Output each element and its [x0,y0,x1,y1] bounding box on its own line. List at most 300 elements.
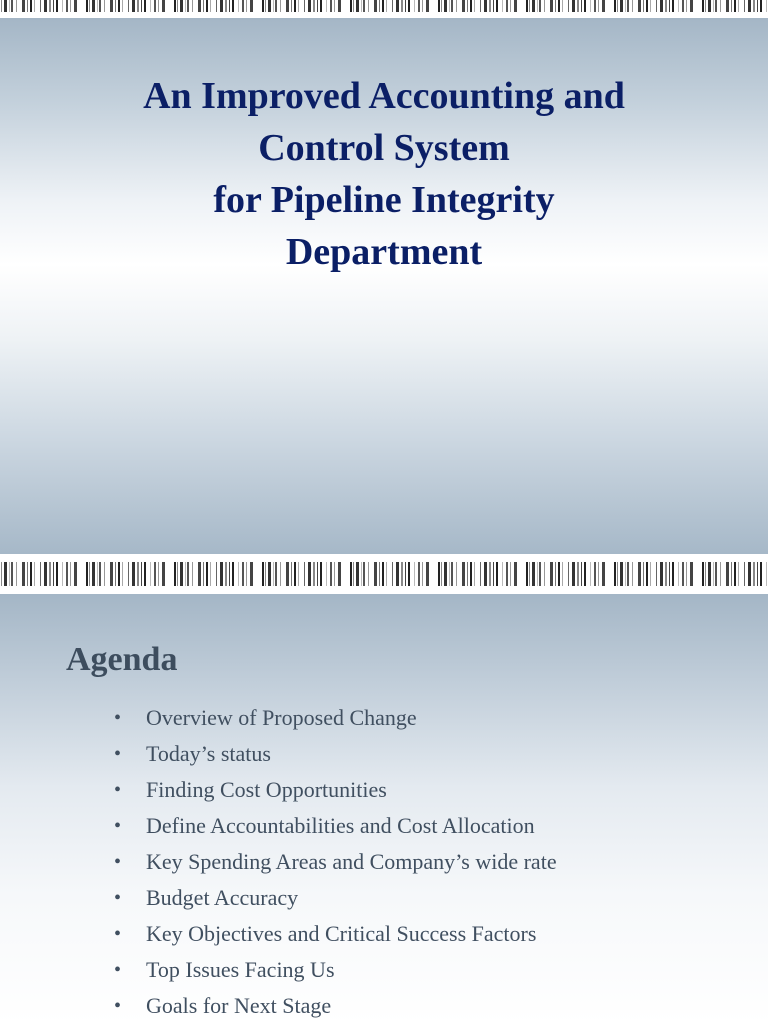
stripe-bar [187,562,189,586]
stripe-bar [225,562,227,586]
stripe-bar [115,0,116,12]
stripe-bar [558,0,560,12]
stripe-bar [744,562,745,586]
stripe-bar [356,0,359,12]
stripe-bar [273,562,274,586]
stripe-bar [122,562,123,586]
stripe-bar [526,0,528,12]
stripe-bar [470,0,472,12]
stripe-bar [350,562,352,586]
stripe-bar [396,0,399,12]
stripe-bar [382,562,384,586]
stripe-bar [418,0,420,12]
stripe-bar [539,562,541,586]
stripe-bar [89,562,90,586]
stripe-bar [539,0,541,12]
stripe-bar [760,0,762,12]
stripe-bar [137,562,139,586]
stripe-bar [317,0,318,12]
stripe-bar [702,0,704,12]
stripe-bar [185,562,186,586]
stripe-bar [154,0,156,12]
agenda-item [114,844,557,880]
stripe-bar [97,0,98,12]
stripe-bar [115,562,116,586]
stripe-bar [216,0,217,12]
stripe-bar [715,0,717,12]
stripe-bar [643,562,644,586]
stripe-bar [330,0,332,12]
stripe-bar [550,562,553,586]
stripe-bar [602,0,605,12]
stripe-bar [40,562,41,586]
stripe-bar [206,562,208,586]
stripe-bar [66,0,68,12]
stripe-bar [678,0,679,12]
stripe-bar [374,562,377,586]
stripe-bar [480,562,481,586]
stripe-bar [734,0,736,12]
stripe-bar [132,562,135,586]
stripe-bar [374,0,377,12]
stripe-bar [451,0,453,12]
stripe-bar [550,0,553,12]
stripe-bar [97,562,98,586]
stripe-bar [686,0,687,12]
stripe-bar [286,0,289,12]
stripe-bar [757,562,758,586]
stripe-bar [484,562,487,586]
bullet-icon: • [114,887,122,909]
stripe-bar [646,562,648,586]
stripe-bar [562,0,563,12]
stripe-bar [238,562,239,586]
stripe-bar [502,0,503,12]
stripe-bar [584,0,586,12]
agenda-item-text: Key Objectives and Critical Success Factors [146,921,537,946]
agenda-item [114,988,557,1024]
stripe-bar [294,562,296,586]
stripe-bar [646,0,648,12]
stripe-bar [250,562,253,586]
stripe-bar [660,562,663,586]
stripe-bar [462,0,465,12]
stripe-bar [262,0,264,12]
stripe-bar [294,0,296,12]
stripe-bar [660,0,663,12]
stripe-bar [66,562,68,586]
stripe-bar [614,562,616,586]
stripe-bar [643,0,644,12]
stripe-bar [414,562,415,586]
stripe-bar [665,0,667,12]
stripe-bar [625,0,626,12]
stripe-bar [317,562,318,586]
stripe-bar [496,0,498,12]
stripe-bar [110,562,113,586]
bullet-icon: • [114,743,122,765]
stripe-bar [708,562,711,586]
stripe-bar [203,0,204,12]
stripe-bar [489,0,491,12]
stripe-bar [210,562,211,586]
stripe-bar [720,0,721,12]
stripe-bar [229,562,230,586]
stripe-bar [532,562,535,586]
title-line: Department [285,231,483,273]
stripe-bar [514,562,517,586]
stripe-bar [44,562,47,586]
stripe-bar [690,562,693,586]
bullet-icon: • [114,851,122,873]
stripe-bar [426,0,429,12]
stripe-bar [162,562,165,586]
stripe-bar [368,562,369,586]
stripe-bar [638,0,641,12]
stripe-bar [291,562,292,586]
stripe-bar [760,562,762,586]
stripe-bar [192,562,193,586]
agenda-item-text: Today’s status [146,741,271,766]
stripe-bar [594,0,596,12]
slide-agenda [0,594,768,1024]
stripe-bar [456,0,457,12]
bullet-icon: • [114,959,122,981]
stripe-bar [361,0,362,12]
stripe-bar [53,562,54,586]
stripe-bar [353,562,354,586]
stripe-bar [665,562,667,586]
stripe-bar [405,0,406,12]
stripe-bar [738,562,739,586]
stripe-bar [174,562,176,586]
stripe-bar [34,562,35,586]
stripe-bar [510,562,511,586]
stripe-bar [474,562,475,586]
stripe-bar [650,562,651,586]
stripe-bar [705,562,706,586]
agenda-item [114,808,557,844]
agenda-item [114,916,557,952]
stripe-bar [326,562,327,586]
stripe-bar [568,0,569,12]
stripe-bar [470,562,472,586]
stripe-bar [44,0,47,12]
stripe-bar [232,0,234,12]
agenda-item-text: Top Issues Facing Us [146,957,335,982]
decorative-stripe-top [0,0,768,18]
stripe-bar [414,0,415,12]
agenda-item-text: Goals for Next Stage [146,993,332,1018]
stripe-bar [356,562,359,586]
stripe-bar [379,0,380,12]
stripe-bar [529,562,530,586]
stripe-bar [462,562,465,586]
stripe-bar [438,0,440,12]
stripe-bar [669,562,670,586]
stripe-bar [40,0,41,12]
stripe-bar [669,0,670,12]
agenda-item [114,952,557,988]
stripe-bar [705,0,706,12]
stripe-bar [598,562,599,586]
stripe-bar [720,562,721,586]
stripe-bar [510,0,511,12]
stripe-bar [361,562,362,586]
stripe-bar [632,0,633,12]
stripe-bar [638,562,641,586]
stripe-bar [74,562,77,586]
stripe-bar [198,0,201,12]
agenda-item-text: Define Accountabilities and Cost Allocation [146,813,535,838]
stripe-bar [308,562,311,586]
stripe-bar [493,0,494,12]
stripe-bar [27,0,28,12]
stripe-bar [678,562,679,586]
stripe-bar [426,562,429,586]
stripe-bar [617,562,618,586]
stripe-bar [162,0,165,12]
stripe-bar [672,562,674,586]
stripe-bar [753,562,755,586]
stripe-bar [238,0,239,12]
stripe-bar [158,562,159,586]
stripe-bar [180,0,183,12]
stripe-bar [386,0,387,12]
stripe-bar [544,562,545,586]
stripe-bar [22,0,25,12]
stripe-bar [405,562,406,586]
bullet-icon: • [114,995,122,1017]
stripe-bar [526,562,528,586]
stripe-bar [713,0,714,12]
stripe-bar [128,0,129,12]
stripe-bar [401,0,403,12]
stripe-bar [174,0,176,12]
stripe-pattern-top [0,0,768,18]
stripe-bar [313,562,315,586]
stripe-bar [682,562,684,586]
stripe-bar [766,562,767,586]
stripe-bar [122,0,123,12]
stripe-bar [110,0,113,12]
stripe-bar [242,562,244,586]
stripe-bar [232,562,234,586]
stripe-bar [92,0,95,12]
stripe-bar [104,562,105,586]
stripe-bar [89,0,90,12]
stripe-bar [210,0,211,12]
stripe-bar [480,0,481,12]
stripe-bar [1,562,2,586]
stripe-bar [702,562,704,586]
stripe-bar [493,562,494,586]
stripe-bar [650,0,651,12]
stripe-bar [313,0,315,12]
stripe-bar [198,562,201,586]
stripe-bar [53,0,54,12]
stripe-bar [192,0,193,12]
stripe-bar [92,562,95,586]
stripe-bar [620,562,623,586]
stripe-bar [177,0,178,12]
stripe-bar [686,562,687,586]
stripe-bar [268,0,271,12]
stripe-bar [154,562,156,586]
stripe-bar [338,562,341,586]
stripe-bar [734,562,736,586]
stripe-bar [537,0,538,12]
agenda-item-text: Budget Accuracy [146,885,299,910]
stripe-bar [320,562,322,586]
stripe-bar [49,562,51,586]
stripe-bar [363,562,365,586]
stripe-bar [242,0,244,12]
stripe-bar [250,0,253,12]
stripe-bar [144,562,146,586]
stripe-bar [590,562,591,586]
stripe-bar [748,562,751,586]
stripe-bar [338,0,341,12]
stripe-bar [180,562,183,586]
stripe-bar [141,562,142,586]
stripe-bar [9,562,10,586]
stripe-bar [22,562,25,586]
stripe-bar [104,0,105,12]
stripe-bar [9,0,10,12]
stripe-bar [562,562,563,586]
stripe-bar [86,562,88,586]
stripe-bar [656,562,657,586]
stripe-bar [467,562,468,586]
slide-title [0,18,768,554]
stripe-bar [11,562,13,586]
stripe-bar [304,562,305,586]
stripe-bar [572,0,575,12]
bullet-icon: • [114,815,122,837]
stripe-bar [4,0,7,12]
bullet-icon: • [114,707,122,729]
stripe-bar [713,562,714,586]
stripe-bar [334,562,335,586]
stripe-bar [144,0,146,12]
stripe-bar [386,562,387,586]
stripe-bar [748,0,751,12]
stripe-bar [577,0,579,12]
stripe-bar [86,0,88,12]
stripe-bar [291,0,292,12]
stripe-bar [229,0,230,12]
stripe-bar [30,0,32,12]
stripe-bar [581,562,582,586]
stripe-bar [206,0,208,12]
stripe-bar [280,0,281,12]
stripe-bar [70,0,71,12]
stripe-bar [268,562,271,586]
stripe-bar [379,562,380,586]
stripe-bar [422,0,423,12]
stripe-bar [422,562,423,586]
stripe-bar [438,562,440,586]
stripe-bar [187,0,189,12]
stripe-bar [70,562,71,586]
stripe-bar [326,0,327,12]
stripe-bar [757,0,758,12]
agenda-item [114,700,557,736]
stripe-bar [766,0,767,12]
agenda-list [114,700,557,1024]
stripe-bar [216,562,217,586]
stripe-bar [308,0,311,12]
stripe-bar [275,0,277,12]
stripe-bar [467,0,468,12]
stripe-bar [225,0,227,12]
stripe-bar [672,0,674,12]
stripe-bar [353,0,354,12]
stripe-bar [690,0,693,12]
stripe-bar [363,0,365,12]
stripe-bar [350,0,352,12]
agenda-item-text: Overview of Proposed Change [146,705,417,730]
stripe-bar [220,562,223,586]
stripe-bar [273,0,274,12]
stripe-bar [614,0,616,12]
agenda-item-text: Key Spending Areas and Company’s wide rate [146,849,557,874]
stripe-bar [118,562,120,586]
stripe-bar [220,0,223,12]
stripe-bar [594,562,596,586]
stripe-bar [185,0,186,12]
stripe-bar [392,0,393,12]
stripe-bar [584,562,586,586]
agenda-item [114,736,557,772]
stripe-bar [449,0,450,12]
stripe-bar [708,0,711,12]
stripe-bar [27,562,28,586]
agenda-item [114,772,557,808]
stripe-bar [738,0,739,12]
stripe-bar [1,0,2,12]
title-line: for Pipeline Integrity [213,179,555,221]
stripe-bar [30,562,32,586]
stripe-bar [444,562,447,586]
stripe-bar [34,0,35,12]
stripe-bar [150,562,151,586]
stripe-bar [275,562,277,586]
stripe-bar [555,562,556,586]
stripe-bar [265,562,266,586]
stripe-bar [441,562,442,586]
decorative-stripe-middle [0,556,768,592]
stripe-bar [280,562,281,586]
stripe-bar [99,562,101,586]
stripe-bar [744,0,745,12]
stripe-bar [514,0,517,12]
stripe-bar [298,562,299,586]
stripe-bar [368,0,369,12]
stripe-bar [56,0,58,12]
stripe-bar [598,0,599,12]
stripe-bar [74,0,77,12]
stripe-bar [246,0,247,12]
stripe-bar [753,0,755,12]
stripe-bar [49,0,51,12]
stripe-bar [731,0,732,12]
stripe-bar [656,0,657,12]
stripe-bar [16,0,17,12]
agenda-item [114,880,557,916]
stripe-bar [158,0,159,12]
